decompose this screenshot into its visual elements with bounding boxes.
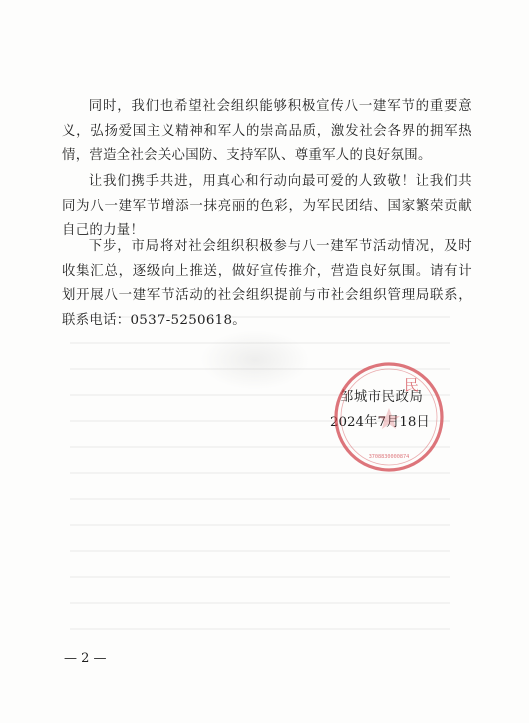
official-seal-icon	[330, 358, 448, 476]
scan-smudge	[200, 330, 310, 390]
seal-serial: 3708830000874	[368, 454, 410, 460]
paragraph-3: 下步，市局将对社会组织积极参与八一建军节活动情况，及时收集汇总，逐级向上推送，做好宣传推介，营造良好氛围。请有计划开展八一建军节活动的社会组织提前与市社会组织管理局联系，联系电话：0537-5250618。	[62, 239, 472, 328]
paragraph-2: 让我们携手共进，用真心和行动向最可爱的人致敬！让我们共同为八一建军节增添一抹亮丽的色彩，为军民团结、国家繁荣贡献自己的力量！	[62, 174, 472, 239]
issue-date: 2024年7月18日	[330, 415, 430, 430]
paragraph-1: 同时，我们也希望社会组织能够积极宣传八一建军节的重要意义，弘扬爱国主义精神和军人的崇高品质，激发社会各界的拥军热情，营造全社会关心国防、支持军队、尊重军人的良好氛围。	[62, 99, 472, 164]
seal-character: 民	[404, 376, 420, 394]
page-number: — 2 —	[64, 651, 107, 666]
issuing-organization: 邹城市民政局	[340, 390, 424, 405]
